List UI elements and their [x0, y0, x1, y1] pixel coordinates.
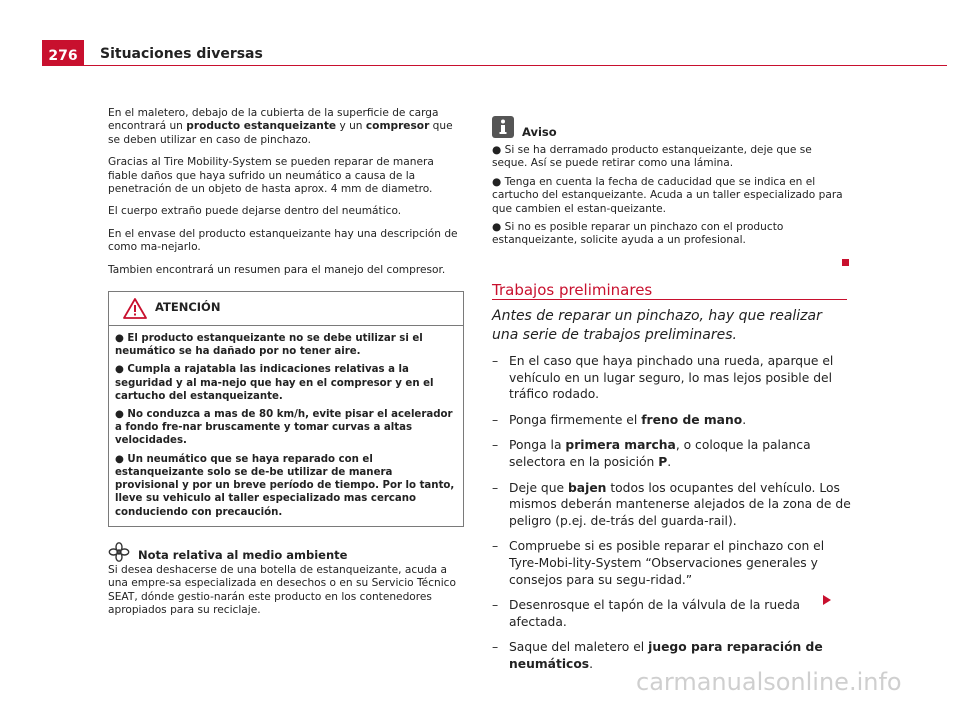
- step-text: [509, 413, 746, 427]
- warning-body: [109, 326, 463, 526]
- aviso-title: Aviso: [522, 125, 557, 139]
- text-run: Tambien encontrará un resumen para el manejo del compresor.: [108, 263, 446, 276]
- tms-paragraph: [108, 156, 464, 196]
- step-item: [492, 437, 852, 470]
- text-run: ● Si no es posible reparar un pinchazo con el producto estanqueizante, solicite ayuda a un profesional.: [492, 221, 784, 247]
- warning-triangle-icon: [123, 298, 147, 319]
- text-run: ● El producto estanqueizante no se debe utilizar si el neumático se ha dañado por no tener aire.: [115, 333, 423, 358]
- right-column: [492, 122, 848, 253]
- warning-bullet: [115, 332, 457, 358]
- warning-bullet: [115, 408, 457, 448]
- step-item: [492, 538, 852, 588]
- intro-paragraph: [108, 107, 464, 147]
- text-run: y un: [336, 120, 366, 133]
- left-column: [108, 107, 464, 617]
- text-run: , o coloque la palanca selectora en la posición: [509, 438, 811, 469]
- text-run: ● No conduzca a mas de 80 km/h, evite pisar el acelerador a fondo fre-nar bruscamente y tomar curvas a altas velocidades.: [115, 409, 453, 447]
- text-run: .: [667, 454, 672, 469]
- text-run: ● Si se ha derramado producto estanqueizante, deje que se seque. Así se puede retirar como una lámina.: [492, 144, 812, 170]
- text-run: .: [742, 412, 747, 427]
- warning-bullet: [115, 453, 457, 519]
- text-run: Desenrosque el tapón de la válvula de la rueda afectada.: [509, 598, 801, 629]
- step-text: [509, 354, 833, 401]
- text-run: que se deben utilizar en caso de pinchazo.: [108, 120, 453, 146]
- flower-icon: [108, 542, 130, 562]
- step-item: [492, 353, 852, 403]
- text-run: todos los ocupantes del vehículo. Los mismos deberán mantenerse alejados de la zona de de peligro (p.ej. de-trás del guarda-rail).: [509, 480, 851, 528]
- step-dash: –: [492, 438, 499, 453]
- watermark: carmanualsonline.info: [636, 668, 902, 696]
- step-item: [492, 412, 852, 429]
- warning-bullet: [115, 363, 457, 403]
- step-item: [492, 597, 852, 630]
- step-item: [492, 480, 852, 530]
- steps-list: [492, 353, 852, 682]
- text-run: Saque del maletero el: [509, 640, 649, 655]
- compressor-summary-paragraph: [108, 264, 464, 277]
- warning-header: [109, 292, 463, 326]
- step-dash: –: [492, 640, 499, 655]
- step-dash: –: [492, 480, 499, 495]
- text-run: Ponga firmemente el: [509, 412, 642, 427]
- bold-term: compresor: [365, 120, 430, 133]
- aviso-header: [492, 122, 848, 144]
- text-run: ● Un neumático que se haya reparado con el estanqueizante solo se de-be utilizar de manera provisional y por un breve período de tiempo. Por lo tanto, lleve su vehiculo al taller especializado mas cercano conduciendo con precaución.: [115, 453, 455, 518]
- text-run: Gracias al Tire Mobility-System se pueden reparar de manera fiable daños que haya sufrido un neumático a causa de la penetración de un objeto de hasta aprox. 4 mm de diametro.: [108, 156, 434, 196]
- section-heading-rule: [492, 299, 847, 300]
- info-icon: [492, 116, 514, 138]
- step-text: [509, 640, 823, 671]
- aviso-bullet: [492, 144, 848, 171]
- step-text: [509, 438, 811, 469]
- bold-term: P: [658, 454, 668, 469]
- text-run: Compruebe si es posible reparar el pinchazo con el Tyre-Mobi-lity-System “Observaciones generales y consejos para su segu-ridad.”: [509, 539, 825, 587]
- foreign-object-paragraph: [108, 205, 464, 218]
- text-run: En el caso que haya pinchado una rueda, aparque el vehículo en un lugar seguro, lo mas lejos posible del tráfico rodado.: [509, 354, 834, 402]
- header-rule: [84, 65, 947, 66]
- bold-term: freno de mano: [641, 412, 743, 427]
- aviso-body: [492, 144, 848, 248]
- bold-term: juego para reparación de neumáticos: [509, 640, 823, 671]
- text-run: Ponga la: [509, 438, 566, 453]
- page-number: 276: [42, 40, 84, 66]
- text-run: En el maletero, debajo de la cubierta de la superficie de carga encontrará un: [108, 107, 439, 133]
- section-lead: Antes de reparar un pinchazo, hay que realizar una serie de trabajos preliminares.: [492, 308, 822, 343]
- step-text: [509, 598, 800, 629]
- section-heading: Trabajos preliminares: [492, 281, 653, 299]
- section-end-marker: [842, 259, 849, 266]
- warning-box: [108, 291, 464, 527]
- step-dash: –: [492, 598, 499, 613]
- environment-note-header: [108, 542, 464, 564]
- step-text: [509, 481, 851, 528]
- step-text: [509, 539, 824, 586]
- continue-arrow-icon: [823, 595, 831, 605]
- text-run: En el envase del producto estanqueizante hay una descripción de como ma-nejarlo.: [108, 227, 458, 254]
- bold-term: bajen: [568, 480, 607, 495]
- step-dash: –: [492, 412, 499, 427]
- bold-term: producto estanqueizante: [186, 120, 337, 133]
- sealant-description-paragraph: [108, 228, 464, 255]
- bold-term: primera marcha: [565, 438, 676, 453]
- warning-title: ATENCIÓN: [155, 300, 221, 315]
- environment-note-text: [108, 564, 464, 618]
- running-head: Situaciones diversas: [100, 46, 263, 62]
- text-run: .: [589, 656, 594, 671]
- environment-note-title: Nota relativa al medio ambiente: [138, 547, 348, 562]
- step-dash: –: [492, 354, 499, 368]
- step-dash: –: [492, 539, 499, 554]
- text-run: Si desea deshacerse de una botella de estanqueizante, acuda a una empre-sa especializada en desechos o en su Servicio Técnico SEAT, dónde gestio-narán este producto en los contenedores apropiados para su reciclaje.: [108, 563, 456, 616]
- text-run: El cuerpo extraño puede dejarse dentro del neumático.: [108, 205, 402, 218]
- text-run: ● Cumpla a rajatabla las indicaciones relativas a la seguridad y al ma-nejo que hay en el compresor y en el cartucho del estanqueizante.: [115, 364, 434, 402]
- text-run: Deje que: [509, 480, 568, 495]
- text-run: ● Tenga en cuenta la fecha de caducidad que se indica en el cartucho del estanqueizante. Acuda a un taller especializado para que cambien el estan-queizante.: [492, 175, 843, 215]
- aviso-bullet: [492, 221, 848, 248]
- aviso-bullet: [492, 176, 848, 216]
